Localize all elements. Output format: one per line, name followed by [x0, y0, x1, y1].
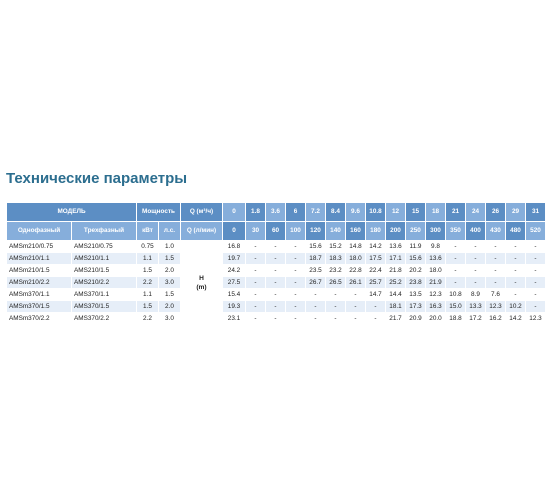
- flow-m3h-cell: 15: [406, 203, 426, 222]
- flow-lmin-cell: 250: [406, 222, 426, 241]
- head-value-cell: 12.3: [426, 289, 446, 301]
- head-value-cell: -: [466, 241, 486, 253]
- model-single-phase: AMSm370/2.2: [7, 313, 72, 325]
- head-value-cell: -: [306, 313, 326, 325]
- flow-m3h-cell: 18: [426, 203, 446, 222]
- head-value-cell: -: [346, 313, 366, 325]
- header-power: Мощность: [137, 203, 181, 222]
- flow-m3h-cell: 31: [526, 203, 546, 222]
- flow-m3h-cell: 12: [386, 203, 406, 222]
- head-value-cell: -: [266, 253, 286, 265]
- power-hp-cell: 1.5: [159, 253, 181, 265]
- model-three-phase: AMS370/2.2: [72, 313, 137, 325]
- flow-lmin-cell: 30: [246, 222, 266, 241]
- model-three-phase: AMS210/1.1: [72, 253, 137, 265]
- head-value-cell: -: [446, 253, 466, 265]
- head-value-cell: -: [286, 265, 306, 277]
- head-value-cell: -: [466, 253, 486, 265]
- flow-m3h-cell: 21: [446, 203, 466, 222]
- head-value-cell: 21.9: [426, 277, 446, 289]
- flow-m3h-cell: 6: [286, 203, 306, 222]
- head-value-cell: -: [326, 289, 346, 301]
- power-hp-cell: 1.5: [159, 289, 181, 301]
- head-value-cell: -: [326, 313, 346, 325]
- head-value-cell: 27.5: [223, 277, 246, 289]
- head-value-cell: 13.3: [466, 301, 486, 313]
- head-value-cell: -: [286, 241, 306, 253]
- head-value-cell: 15.4: [223, 289, 246, 301]
- flow-lmin-cell: 430: [486, 222, 506, 241]
- head-value-cell: 15.2: [326, 241, 346, 253]
- table-row: [7, 241, 546, 253]
- flow-m3h-cell: 26: [486, 203, 506, 222]
- spec-table: [6, 202, 546, 325]
- head-value-cell: 15.6: [306, 241, 326, 253]
- table-row: [7, 265, 546, 277]
- head-value-cell: 14.2: [366, 241, 386, 253]
- head-label: H (m): [181, 241, 223, 325]
- header-row-flow-lmin: [7, 222, 546, 241]
- flow-lmin-cell: 400: [466, 222, 486, 241]
- head-value-cell: -: [266, 313, 286, 325]
- header-single-phase: Однофазный: [7, 222, 72, 241]
- head-value-cell: 18.8: [446, 313, 466, 325]
- head-value-cell: 10.8: [446, 289, 466, 301]
- spec-table-body: [7, 241, 546, 325]
- head-value-cell: -: [526, 265, 546, 277]
- head-value-cell: -: [286, 289, 306, 301]
- head-value-cell: 23.8: [406, 277, 426, 289]
- head-value-cell: 18.3: [326, 253, 346, 265]
- head-value-cell: 17.3: [406, 301, 426, 313]
- page-title: Технические параметры: [6, 170, 188, 187]
- head-value-cell: 26.1: [346, 277, 366, 289]
- flow-m3h-cell: 10.8: [366, 203, 386, 222]
- head-value-cell: 10.2: [506, 301, 526, 313]
- header-row-flow-m3h: [7, 203, 546, 222]
- head-value-cell: 18.0: [426, 265, 446, 277]
- head-value-cell: -: [486, 277, 506, 289]
- flow-lmin-cell: 120: [306, 222, 326, 241]
- head-value-cell: 16.3: [426, 301, 446, 313]
- head-value-cell: 26.7: [306, 277, 326, 289]
- head-value-cell: 13.6: [426, 253, 446, 265]
- head-value-cell: -: [266, 289, 286, 301]
- flow-lmin-cell: 350: [446, 222, 466, 241]
- head-value-cell: -: [486, 265, 506, 277]
- table-row: [7, 301, 546, 313]
- model-single-phase: AMSm210/1.1: [7, 253, 72, 265]
- head-value-cell: -: [266, 265, 286, 277]
- head-value-cell: 21.8: [386, 265, 406, 277]
- power-kw-cell: 2.2: [137, 277, 159, 289]
- head-value-cell: 16.2: [486, 313, 506, 325]
- flow-lmin-cell: 60: [266, 222, 286, 241]
- head-value-cell: -: [366, 313, 386, 325]
- head-value-cell: 13.5: [406, 289, 426, 301]
- head-value-cell: -: [506, 277, 526, 289]
- head-value-cell: 7.6: [486, 289, 506, 301]
- head-value-cell: 24.2: [223, 265, 246, 277]
- power-hp-cell: 2.0: [159, 265, 181, 277]
- head-value-cell: -: [286, 277, 306, 289]
- head-value-cell: 18.7: [306, 253, 326, 265]
- head-value-cell: -: [246, 241, 266, 253]
- head-value-cell: -: [286, 301, 306, 313]
- head-value-cell: -: [286, 253, 306, 265]
- header-q-lmin: Q (л/мин): [181, 222, 223, 241]
- head-value-cell: -: [506, 253, 526, 265]
- table-row: [7, 289, 546, 301]
- head-value-cell: 20.9: [406, 313, 426, 325]
- head-value-cell: -: [526, 241, 546, 253]
- flow-m3h-cell: 7.2: [306, 203, 326, 222]
- head-value-cell: -: [526, 277, 546, 289]
- power-hp-cell: 1.0: [159, 241, 181, 253]
- head-value-cell: -: [506, 241, 526, 253]
- head-value-cell: 13.6: [386, 241, 406, 253]
- head-value-cell: -: [346, 289, 366, 301]
- head-value-cell: -: [246, 313, 266, 325]
- head-value-cell: 17.1: [386, 253, 406, 265]
- head-value-cell: -: [286, 313, 306, 325]
- head-value-cell: 20.2: [406, 265, 426, 277]
- head-value-cell: 14.2: [506, 313, 526, 325]
- header-q-m3h: Q (м³/ч): [181, 203, 223, 222]
- head-value-cell: 20.0: [426, 313, 446, 325]
- flow-lmin-cell: 300: [426, 222, 446, 241]
- flow-m3h-cell: 8.4: [326, 203, 346, 222]
- head-value-cell: -: [446, 277, 466, 289]
- head-value-cell: -: [246, 277, 266, 289]
- flow-lmin-cell: 480: [506, 222, 526, 241]
- head-value-cell: -: [466, 277, 486, 289]
- head-value-cell: 14.7: [366, 289, 386, 301]
- flow-m3h-cell: 0: [223, 203, 246, 222]
- model-single-phase: AMSm370/1.5: [7, 301, 72, 313]
- table-row: [7, 277, 546, 289]
- head-value-cell: -: [306, 301, 326, 313]
- model-three-phase: AMS210/1.5: [72, 265, 137, 277]
- head-value-cell: -: [506, 289, 526, 301]
- head-value-cell: 22.4: [366, 265, 386, 277]
- flow-lmin-cell: 0: [223, 222, 246, 241]
- table-row: [7, 313, 546, 325]
- head-value-cell: -: [266, 301, 286, 313]
- head-value-cell: 19.7: [223, 253, 246, 265]
- head-value-cell: 18.1: [386, 301, 406, 313]
- flow-m3h-cell: 3.6: [266, 203, 286, 222]
- head-value-cell: -: [526, 289, 546, 301]
- model-single-phase: AMSm370/1.1: [7, 289, 72, 301]
- head-value-cell: 14.8: [346, 241, 366, 253]
- power-kw-cell: 1.1: [137, 289, 159, 301]
- head-value-cell: -: [486, 253, 506, 265]
- head-value-cell: 9.8: [426, 241, 446, 253]
- head-value-cell: 23.2: [326, 265, 346, 277]
- header-model: МОДЕЛЬ: [7, 203, 137, 222]
- flow-m3h-cell: 29: [506, 203, 526, 222]
- model-single-phase: AMSm210/1.5: [7, 265, 72, 277]
- head-value-cell: -: [266, 241, 286, 253]
- power-kw-cell: 1.5: [137, 265, 159, 277]
- head-value-cell: 8.9: [466, 289, 486, 301]
- head-value-cell: -: [506, 265, 526, 277]
- header-kw: кВт: [137, 222, 159, 241]
- head-value-cell: -: [346, 301, 366, 313]
- power-hp-cell: 2.0: [159, 301, 181, 313]
- flow-m3h-cell: 9.6: [346, 203, 366, 222]
- header-three-phase: Трехфазный: [72, 222, 137, 241]
- flow-lmin-cell: 180: [366, 222, 386, 241]
- head-value-cell: -: [446, 241, 466, 253]
- head-value-cell: -: [246, 265, 266, 277]
- flow-lmin-cell: 140: [326, 222, 346, 241]
- power-kw-cell: 1.1: [137, 253, 159, 265]
- head-value-cell: -: [446, 265, 466, 277]
- head-value-cell: 22.8: [346, 265, 366, 277]
- head-value-cell: 19.3: [223, 301, 246, 313]
- power-kw-cell: 1.5: [137, 301, 159, 313]
- head-value-cell: 21.7: [386, 313, 406, 325]
- head-value-cell: 25.7: [366, 277, 386, 289]
- model-three-phase: AMS210/0.75: [72, 241, 137, 253]
- flow-lmin-cell: 100: [286, 222, 306, 241]
- head-value-cell: -: [486, 241, 506, 253]
- model-three-phase: AMS370/1.1: [72, 289, 137, 301]
- head-value-cell: 14.4: [386, 289, 406, 301]
- head-value-cell: 17.2: [466, 313, 486, 325]
- table-row: [7, 253, 546, 265]
- head-value-cell: 15.0: [446, 301, 466, 313]
- head-value-cell: -: [526, 301, 546, 313]
- head-value-cell: 23.1: [223, 313, 246, 325]
- model-three-phase: AMS370/1.5: [72, 301, 137, 313]
- head-value-cell: -: [326, 301, 346, 313]
- head-value-cell: 17.5: [366, 253, 386, 265]
- head-value-cell: -: [306, 289, 326, 301]
- header-hp: л.с.: [159, 222, 181, 241]
- head-value-cell: 12.3: [486, 301, 506, 313]
- head-value-cell: 11.9: [406, 241, 426, 253]
- power-hp-cell: 3.0: [159, 313, 181, 325]
- head-value-cell: -: [246, 301, 266, 313]
- model-single-phase: AMSm210/2.2: [7, 277, 72, 289]
- head-value-cell: 16.8: [223, 241, 246, 253]
- head-value-cell: 18.0: [346, 253, 366, 265]
- head-value-cell: -: [526, 253, 546, 265]
- flow-lmin-cell: 160: [346, 222, 366, 241]
- head-value-cell: -: [246, 289, 266, 301]
- model-three-phase: AMS210/2.2: [72, 277, 137, 289]
- power-kw-cell: 2.2: [137, 313, 159, 325]
- model-single-phase: AMSm210/0.75: [7, 241, 72, 253]
- power-hp-cell: 3.0: [159, 277, 181, 289]
- power-kw-cell: 0.75: [137, 241, 159, 253]
- head-value-cell: 23.5: [306, 265, 326, 277]
- head-value-cell: 15.6: [406, 253, 426, 265]
- head-value-cell: -: [246, 253, 266, 265]
- head-value-cell: 12.3: [526, 313, 546, 325]
- head-value-cell: -: [266, 277, 286, 289]
- head-value-cell: 26.5: [326, 277, 346, 289]
- flow-m3h-cell: 1.8: [246, 203, 266, 222]
- flow-lmin-cell: 200: [386, 222, 406, 241]
- head-value-cell: 25.2: [386, 277, 406, 289]
- flow-lmin-cell: 520: [526, 222, 546, 241]
- head-value-cell: -: [466, 265, 486, 277]
- head-value-cell: -: [366, 301, 386, 313]
- flow-m3h-cell: 24: [466, 203, 486, 222]
